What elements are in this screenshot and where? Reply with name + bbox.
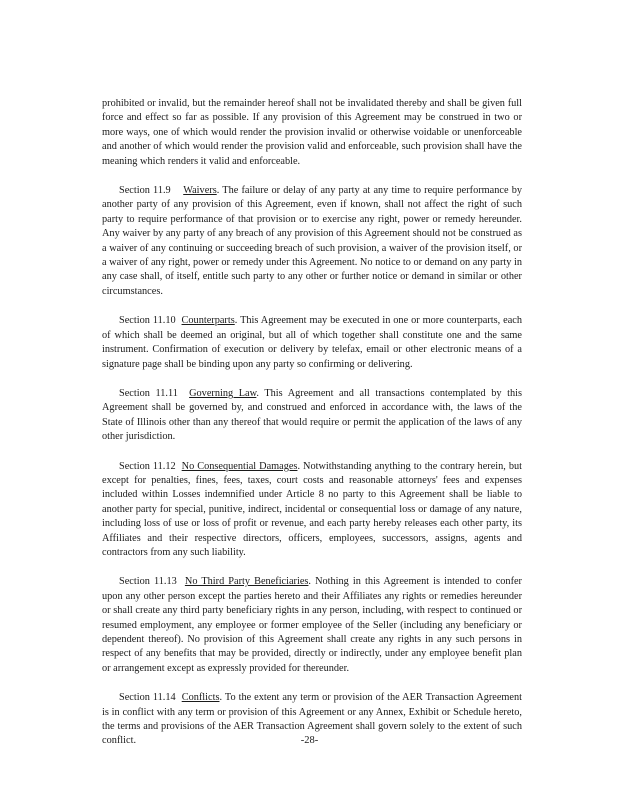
page-number: -28- bbox=[300, 735, 319, 746]
document-page bbox=[102, 97, 522, 764]
section-number: Section 11.14 bbox=[119, 692, 176, 704]
section-body: To the extent any term or provision of the AER Transaction Agreement is in conflict with any term or provision of this Agreement or any Annex, Exhibit or Schedule hereto, the terms and provisions of the AER Transaction Agreement shall govern solely to the extent of such conflict. bbox=[102, 692, 523, 747]
section-heading: No Consequential Damages bbox=[181, 460, 298, 472]
section-11-9: Section 11.9 Waivers. The failure or delay of any party at any time to require performance by another party of any provision of this Agreement, even if known, shall not affect the right of such party to require performance of that provision or to exercise any right, power or remedy hereunder. Any waiver by any party of any breach of any provision of this Agreement should not be construed as a waiver of any continuing or succeeding breach of such provision, a waiver of the provision itself, or a waiver of any right, power or remedy under this Agreement. No notice to or demand on any party in any case shall, of itself, entitle such party to any other or further notice or demand in similar or other circumstances. bbox=[102, 185, 522, 297]
section-number: Section 11.10 bbox=[119, 315, 176, 327]
section-11-13: Section 11.13 No Third Party Beneficiaries. Nothing in this Agreement is intended to confer upon any other person except the parties hereto and their Affiliates any rights or remedies hereunder or shall create any third party beneficiary rights in any person, including, with respect to continued or resumed employment, any employee or former employee of the Seller (including any beneficiary or dependent thereof). No provision of this Agreement shall create any rights in any such persons in respect of any benefits that may be provided, directly or indirectly, under any employee benefit plan or arrangement except as expressly provided for thereunder. bbox=[102, 576, 522, 674]
section-body: This Agreement and all transactions contemplated by this Agreement shall be governed by, and construed and enforced in accordance with, the laws of the State of Illinois other than any thereof that would require or permit the application of the laws of any other jurisdiction. bbox=[102, 387, 522, 443]
section-heading: Governing Law bbox=[189, 387, 257, 399]
section-body: Nothing in this Agreement is intended to confer upon any other person except the parties hereto and their Affiliates any rights or remedies hereunder or shall create any third party beneficiary rights in any person, including, with respect to continued or resumed employment, any employee or former employee of the Seller (including any beneficiary or dependent thereof). No provision of this Agreement shall create any rights in any such persons in respect of any benefits that may be provided, directly or indirectly, under any employee benefit plan or arrangement except as expressly provided for thereunder. bbox=[102, 576, 522, 674]
section-11-10: Section 11.10 Counterparts. This Agreement may be executed in one or more counterparts, each of which shall be deemed an original, but all of which together shall constitute one and the same instrument. Confirmation of execution or delivery by telefax, email or other electronic means of a signature page shall be binding upon any party so confirming or delivering. bbox=[102, 315, 522, 370]
section-number: Section 11.12 bbox=[119, 460, 176, 472]
section-heading: No Third Party Beneficiaries bbox=[184, 576, 309, 588]
section-number: Section 11.11 bbox=[119, 387, 178, 399]
section-number: Section 11.9 bbox=[119, 185, 171, 197]
section-11-12: Section 11.12 No Consequential Damages. Notwithstanding anything to the contrary herein, but except for penalties, fines, fees, taxes, court costs and reasonable attorneys' fees and expenses included within Losses indemnified under Article 8 no party to this Agreement shall be liable to another party for special, punitive, indirect, incidental or consequential loss or damage of any nature, including loss of use or loss of profit or revenue, and each party hereby releases each other party, its Affiliates and their respective directors, officers, employees, successors, assigns, agents and contractors from any such liability. bbox=[102, 460, 522, 558]
section-body: The failure or delay of any party at any time to require performance by another party of any provision of this Agreement, even if known, shall not affect the right of such party to require performance of that provision or to exercise any right, power or remedy hereunder. Any waiver by any party of any breach of any provision of this Agreement should not be construed as a waiver of any continuing or succeeding breach of such provision, a waiver of the provision itself, or a waiver of any right, power or remedy under this Agreement. No notice to or demand on any party in any case shall, of itself, entitle such party to any other or further notice or demand in similar or other circumstances. bbox=[102, 185, 522, 297]
section-heading: Waivers bbox=[183, 185, 217, 197]
section-body: This Agreement may be executed in one or more counterparts, each of which shall be deemed an original, but all of which together shall constitute one and the same instrument. Confirmation of execution or delivery by telefax, email or other electronic means of a signature page shall be binding upon any party so confirming or delivering. bbox=[102, 315, 522, 370]
section-11-11: Section 11.11 Governing Law. This Agreement and all transactions contemplated by this Agreement shall be governed by, and construed and enforced in accordance with, the laws of the State of Illinois other than any thereof that would require or permit the application of the laws of any other jurisdiction. bbox=[102, 387, 522, 443]
section-heading: Conflicts bbox=[181, 692, 220, 704]
section-11-14: Section 11.14 Conflicts. To the extent any term or provision of the AER Transaction Agreement is in conflict with any term or provision of this Agreement or any Annex, Exhibit or Schedule hereto, the terms and provisions of the AER Transaction Agreement shall govern solely to the extent of such conflict. bbox=[102, 692, 523, 747]
section-number: Section 11.13 bbox=[119, 576, 177, 588]
section-body: Notwithstanding anything to the contrary herein, but except for penalties, fines, fees, taxes, court costs and reasonable attorneys' fees and expenses included within Losses indemnified under Article 8 no party to this Agreement shall be liable to another party for special, punitive, indirect, incidental or consequential loss or damage of any nature, including loss of use or loss of profit or revenue, and each party hereby releases each other party, its Affiliates and their respective directors, officers, employees, successors, assigns, agents and contractors from any such liability. bbox=[102, 460, 522, 558]
section-heading: Counterparts bbox=[181, 315, 235, 327]
intro-paragraph: prohibited or invalid, but the remainder hereof shall not be invalidated thereby and shall be given full force and effect so far as possible. If any provision of this Agreement may be construed in two or more ways, one of which would render the provision invalid or otherwise voidable or unenforceable and another of which would render the provision valid and enforceable, such provision shall have the meaning which renders it valid and enforceable. bbox=[102, 98, 522, 167]
